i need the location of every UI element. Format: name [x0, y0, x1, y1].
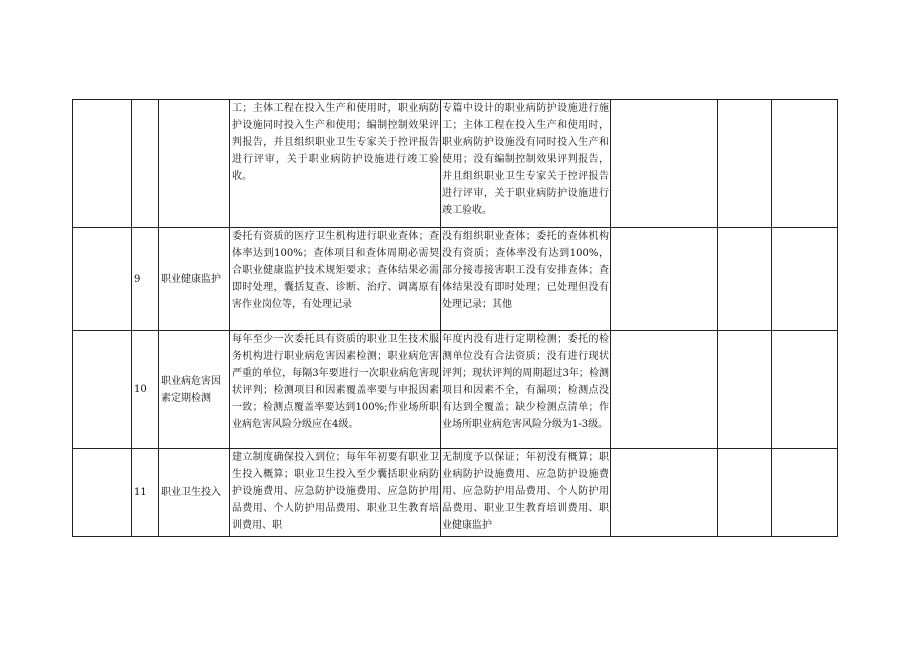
item-name: 职业健康监护	[159, 228, 230, 331]
row-number: 11	[132, 449, 159, 537]
row-number	[132, 100, 159, 228]
requirement-text: 每年至少一次委托具有资质的职业卫生技术服务机构进行职业病危害因素检测；职业病危害严重的单位，每隔3年要进行一次职业病危害现状评判；检测项目和因素覆盖率要与申报因素一致；检测点覆盖率要达到100%;作业场所职业病危害风险分级应在4级。	[230, 331, 441, 449]
inspection-table	[72, 99, 838, 537]
row-number: 10	[132, 331, 159, 449]
table-row	[73, 449, 838, 537]
blank-cell	[718, 228, 772, 331]
blank-cell	[718, 449, 772, 537]
item-name: 职业病危害因素定期检测	[159, 331, 230, 449]
problem-text: 没有组织职业查体；委托的查体机构没有资质；查体率没有达到100%，部分接毒接害职工没有安排查体；查体结果没有即时处理；已处理但没有处理记录；其他	[441, 228, 611, 331]
table-row	[73, 100, 838, 228]
problem-text: 无制度予以保证；年初没有概算；职业病防护设施费用、应急防护设施费用、应急防护用品费用、个人防护用品费用、职业卫生教育培训费用、职业健康监护	[441, 449, 611, 537]
blank-cell	[772, 449, 838, 537]
blank-cell	[611, 228, 718, 331]
blank-cell	[73, 331, 132, 449]
item-name	[159, 100, 230, 228]
blank-cell	[718, 100, 772, 228]
blank-cell	[772, 228, 838, 331]
blank-cell	[611, 331, 718, 449]
row-number: 9	[132, 228, 159, 331]
problem-text: 专篇中设计的职业病防护设施进行施工；主体工程在投入生产和使用时，职业病防护设施没有同时投入生产和使用；没有编制控制效果评判报告，并且组织职业卫生专家关于控评报告进行评审，关于职业病防护设施进行竣工验收。	[441, 100, 611, 228]
blank-cell	[611, 449, 718, 537]
blank-cell	[718, 331, 772, 449]
blank-cell	[772, 100, 838, 228]
requirement-text: 委托有资质的医疗卫生机构进行职业查体；查体率达到100%；查体项目和查体周期必需契合职业健康监护技术规矩要求；查体结果必需即时处理，囊括复查、诊断、治疗、调离原有害作业岗位等，有处理记录	[230, 228, 441, 331]
blank-cell	[73, 449, 132, 537]
item-name: 职业卫生投入	[159, 449, 230, 537]
blank-cell	[611, 100, 718, 228]
requirement-text: 工；主体工程在投入生产和使用时，职业病防护设施同时投入生产和使用；编制控制效果评判报告，并且组织职业卫生专家关于控评报告进行评审，关于职业病防护设施进行竣工验收。	[230, 100, 441, 228]
blank-cell	[73, 228, 132, 331]
requirement-text: 建立制度确保投入到位；每年年初要有职业卫生投入概算；职业卫生投入至少囊括职业病防护设施费用、应急防护设施费用、应急防护用品费用、个人防护用品费用、职业卫生教育培训费用、职	[230, 449, 441, 537]
table-row	[73, 228, 838, 331]
problem-text: 年度内没有进行定期检测；委托的检测单位没有合法资质；没有进行现状评判；现状评判的周期超过3年；检测项目和因素不全，有漏项；检测点没有达到全覆盖；缺少检测点清单；作业场所职业病危害风险分级为1-3级。	[441, 331, 611, 449]
table-row	[73, 331, 838, 449]
blank-cell	[73, 100, 132, 228]
blank-cell	[772, 331, 838, 449]
